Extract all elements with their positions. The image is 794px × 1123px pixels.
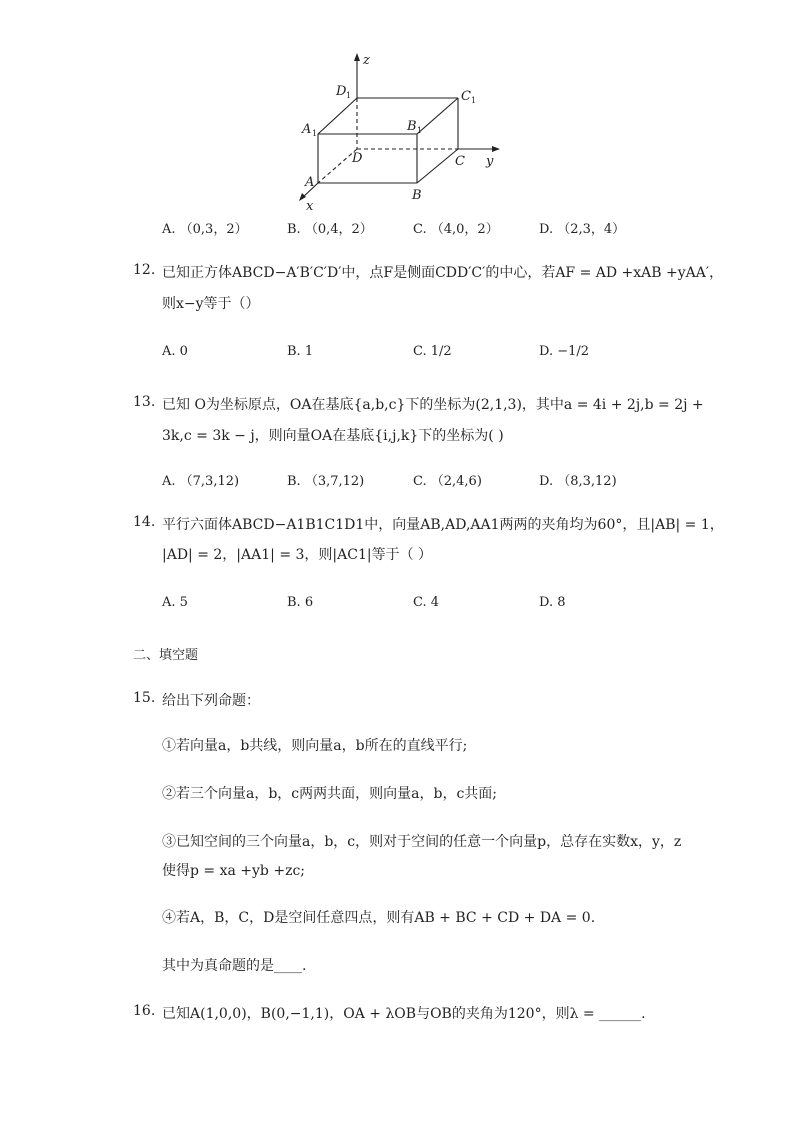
q16-number: 16.	[133, 1003, 156, 1019]
box-figure	[290, 50, 520, 215]
q14-option-c[interactable]: C. 4	[413, 595, 440, 610]
label-z: z	[363, 53, 370, 68]
q14-option-a[interactable]: A. 5	[162, 595, 188, 610]
q14-number: 14.	[133, 514, 156, 530]
q15-intro: 给出下列命题：	[162, 693, 260, 709]
section-fill-in-title: 二、填空题	[133, 648, 199, 663]
q11-option-c[interactable]: C. （4,0，2）	[413, 222, 499, 237]
q14-option-d[interactable]: D. 8	[539, 595, 566, 610]
label-D1-sub: 1	[346, 91, 352, 100]
q15-proposition-3-line1: ③已知空间的三个向量a，b，c，则对于空间的任意一个向量p，总存在实数x，y，z	[162, 834, 682, 850]
q13-option-c[interactable]: C. （2,4,6)	[413, 474, 482, 489]
q13-stem-line2: 3k,c = 3k − j，则向量OA在基底{i,j,k}下的坐标为( )	[162, 428, 504, 444]
label-C: C	[455, 154, 465, 169]
q15-proposition-3-line2: 使得p = xa +yb +zc;	[162, 863, 306, 879]
q13-option-a[interactable]: A. （7,3,12)	[162, 474, 240, 489]
q12-stem-line2: 则x−y等于（）	[162, 296, 260, 312]
q13-option-b[interactable]: B. （3,7,12)	[287, 474, 365, 489]
q11-option-a[interactable]: A. （0,3，2）	[162, 222, 248, 237]
label-A: A	[305, 175, 315, 190]
q12-option-a[interactable]: A. 0	[162, 344, 188, 359]
q12-option-d[interactable]: D. −1/2	[539, 344, 590, 359]
q12-number: 12.	[133, 262, 156, 278]
label-B: B	[412, 188, 422, 203]
q13-number: 13.	[133, 394, 156, 410]
label-A1: A	[302, 122, 312, 137]
label-B1-sub: 1	[417, 126, 423, 135]
label-C1: C	[461, 89, 471, 104]
q15-question: 其中为真命题的是____.	[162, 958, 307, 974]
q16-stem: 已知A(1,0,0)，B(0,−1,1)，OA + λOB与OB的夹角为120°，则λ = ______.	[162, 1006, 646, 1022]
q12-option-b[interactable]: B. 1	[287, 344, 314, 359]
label-D1: D	[336, 84, 347, 99]
q11-option-d[interactable]: D. （2,3，4）	[539, 222, 626, 237]
q15-proposition-1: ①若向量a，b共线，则向量a，b所在的直线平行;	[162, 738, 468, 754]
label-B1: B	[407, 119, 417, 134]
q15-proposition-4: ④若A，B，C，D是空间任意四点，则有AB + BC + CD + DA = 0.	[162, 910, 596, 926]
q14-option-b[interactable]: B. 6	[287, 595, 314, 610]
q13-stem-line1: 已知 O为坐标原点，OA在基底{a,b,c}下的坐标为(2,1,3)，其中a = 4i + 2j,b = 2j +	[162, 397, 704, 413]
q12-option-c[interactable]: C. 1/2	[413, 344, 452, 359]
q14-stem-line1: 平行六面体ABCD−A1B1C1D1中，向量AB,AD,AA1两两的夹角均为60°，且|AB| = 1，	[162, 517, 724, 533]
label-x: x	[306, 199, 314, 214]
q14-stem-line2: |AD| = 2，|AA1| = 3，则|AC1|等于（ ）	[162, 547, 433, 563]
label-C1-sub: 1	[471, 96, 477, 105]
q12-stem-line1: 已知正方体ABCD−A′B′C′D′中，点F是侧面CDD′C′的中心，若AF = AD +xAB +yAA′，	[162, 265, 724, 281]
label-A1-sub: 1	[312, 129, 318, 138]
q15-number: 15.	[133, 690, 156, 706]
q11-option-b[interactable]: B. （0,4，2）	[287, 222, 373, 237]
q15-proposition-2: ②若三个向量a，b，c两两共面，则向量a，b，c共面;	[162, 786, 498, 802]
label-D: D	[352, 151, 363, 166]
q13-option-d[interactable]: D. （8,3,12)	[539, 474, 617, 489]
label-y: y	[486, 154, 494, 169]
